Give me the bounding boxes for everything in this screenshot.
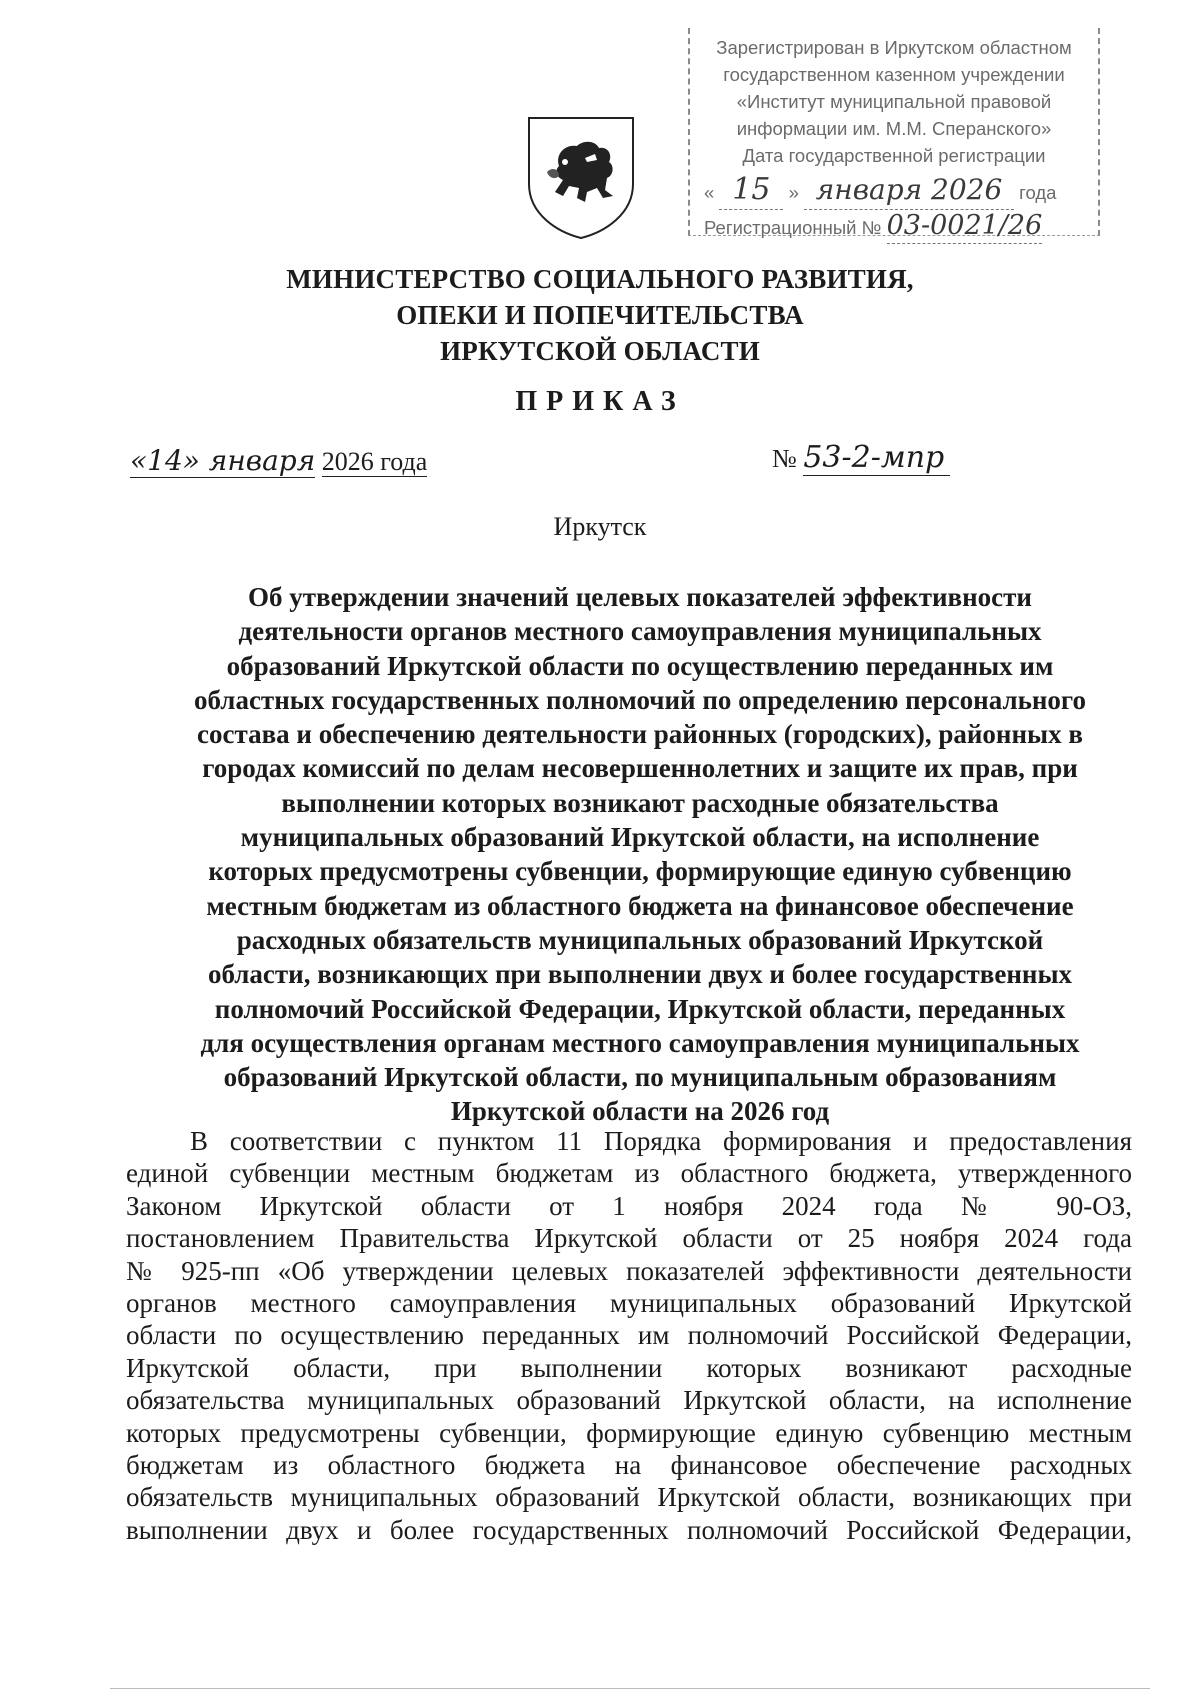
body-line: постановлением Правительства Иркутской области от 25 ноября 2024 года (126, 1223, 1132, 1254)
ministry-line: ИРКУТСКОЙ ОБЛАСТИ (440, 336, 760, 366)
body-line: Законом Иркутской области от 1 ноября 2024 года № 90-ОЗ, (126, 1190, 1132, 1221)
ministry-line: ОПЕКИ И ПОПЕЧИТЕЛЬСТВА (396, 300, 804, 330)
city: Иркутск (553, 512, 647, 541)
order-subject (150, 580, 1130, 1129)
order-number-handwritten: 53-2-мпр (803, 440, 950, 476)
stamp-reg-label: Регистрационный № (704, 217, 882, 238)
subject-line: состава и обеспечению деятельности районных (городских), районных в (197, 719, 1083, 750)
body-line: бюджетам из областного бюджета на финансовое обеспечение расходных (126, 1449, 1132, 1480)
subject-line: Об утверждении значений целевых показателей эффективности (248, 582, 1032, 612)
subject-line: образований Иркутской области, по муниципальным образованиям (223, 1062, 1057, 1093)
subject-line: области, возникающих при выполнении двух и более государственных (207, 959, 1073, 990)
subject-line: муниципальных образований Иркутской области, на исполнение (240, 822, 1040, 853)
registration-stamp (688, 28, 1100, 241)
subject-line: деятельности органов местного самоуправления муниципальных (238, 616, 1042, 647)
body-line: обязательств муниципальных образований Иркутской области, возникающих при (126, 1482, 1132, 1513)
order-date-handwritten: «14» января (130, 444, 316, 477)
body-line: которых предусмотрены субвенции, формирующие единую субвенцию местным (126, 1417, 1132, 1448)
body-line: № 925-пп «Об утверждении целевых показателей эффективности деятельности (126, 1255, 1132, 1286)
subject-line: областных государственных полномочий по определению персонального (193, 684, 1087, 715)
body-line: области по осуществлению переданных им полномочий Российской Федерации, (126, 1320, 1132, 1351)
stamp-line: Зарегистрирован в Иркутском областном (716, 37, 1072, 58)
body-line: органов местного самоуправления муниципальных образований Иркутской (126, 1287, 1132, 1318)
stamp-line: государственном казенном учреждении (723, 64, 1065, 85)
order-number-label: № (772, 444, 797, 473)
irkutsk-coat-of-arms-icon (525, 114, 637, 240)
stamp-registration-date: « 15 » января 2026 года (690, 171, 1098, 209)
body-line: обязательства муниципальных образований Иркутской области, на исполнение (126, 1385, 1132, 1416)
order-date (130, 444, 427, 477)
page-bottom-rule (110, 1688, 1150, 1689)
subject-line: полномочий Российской Федерации, Иркутской области, переданных (214, 993, 1066, 1024)
stamp-line: информации им. М.М. Сперанского» (736, 118, 1052, 139)
body-line: Иркутской области, при выполнении которых возникают расходные (126, 1352, 1132, 1383)
stamp-reg-number: 03-0021/26 (887, 209, 1043, 244)
subject-line: выполнении которых возникают расходные обязательства (281, 787, 999, 818)
stamp-date-day: 15 (719, 171, 783, 210)
ministry-name (0, 261, 1200, 369)
order-number (772, 440, 950, 475)
document-type: ПРИКАЗ (515, 386, 685, 417)
ministry-line: МИНИСТЕРСТВО СОЦИАЛЬНОГО РАЗВИТИЯ, (286, 264, 914, 294)
body-paragraph (126, 1125, 1132, 1546)
stamp-registration-number (690, 209, 1098, 243)
stamp-date-month: января 2026 (804, 171, 1014, 210)
body-line: выполнении двух и более государственных полномочий Российской Федерации, (126, 1514, 1132, 1545)
subject-line: городах комиссий по делам несовершеннолетних и защите их прав, при (202, 753, 1078, 784)
subject-line: образований Иркутской области по осуществлению переданных им (226, 650, 1054, 681)
stamp-line: Дата государственной регистрации (742, 145, 1046, 166)
subject-line: которых предусмотрены субвенции, формирующие единую субвенцию (208, 856, 1072, 887)
body-line: В соответствии с пунктом 11 Порядка формирования и предоставления (190, 1126, 1132, 1156)
stamp-date-suffix: года (1019, 182, 1057, 203)
subject-line: местным бюджетам из областного бюджета на финансовое обеспечение (206, 890, 1074, 921)
body-line: единой субвенции местным бюджетам из областного бюджета, утвержденного (126, 1158, 1132, 1189)
order-date-year: 2026 года (321, 447, 428, 476)
stamp-line: «Институт муниципальной правовой (736, 91, 1052, 112)
subject-line: Иркутской области на 2026 год (450, 1096, 830, 1127)
subject-line: для осуществления органам местного самоуправления муниципальных (200, 1027, 1080, 1058)
subject-line: расходных обязательств муниципальных образований Иркутской (236, 924, 1044, 955)
